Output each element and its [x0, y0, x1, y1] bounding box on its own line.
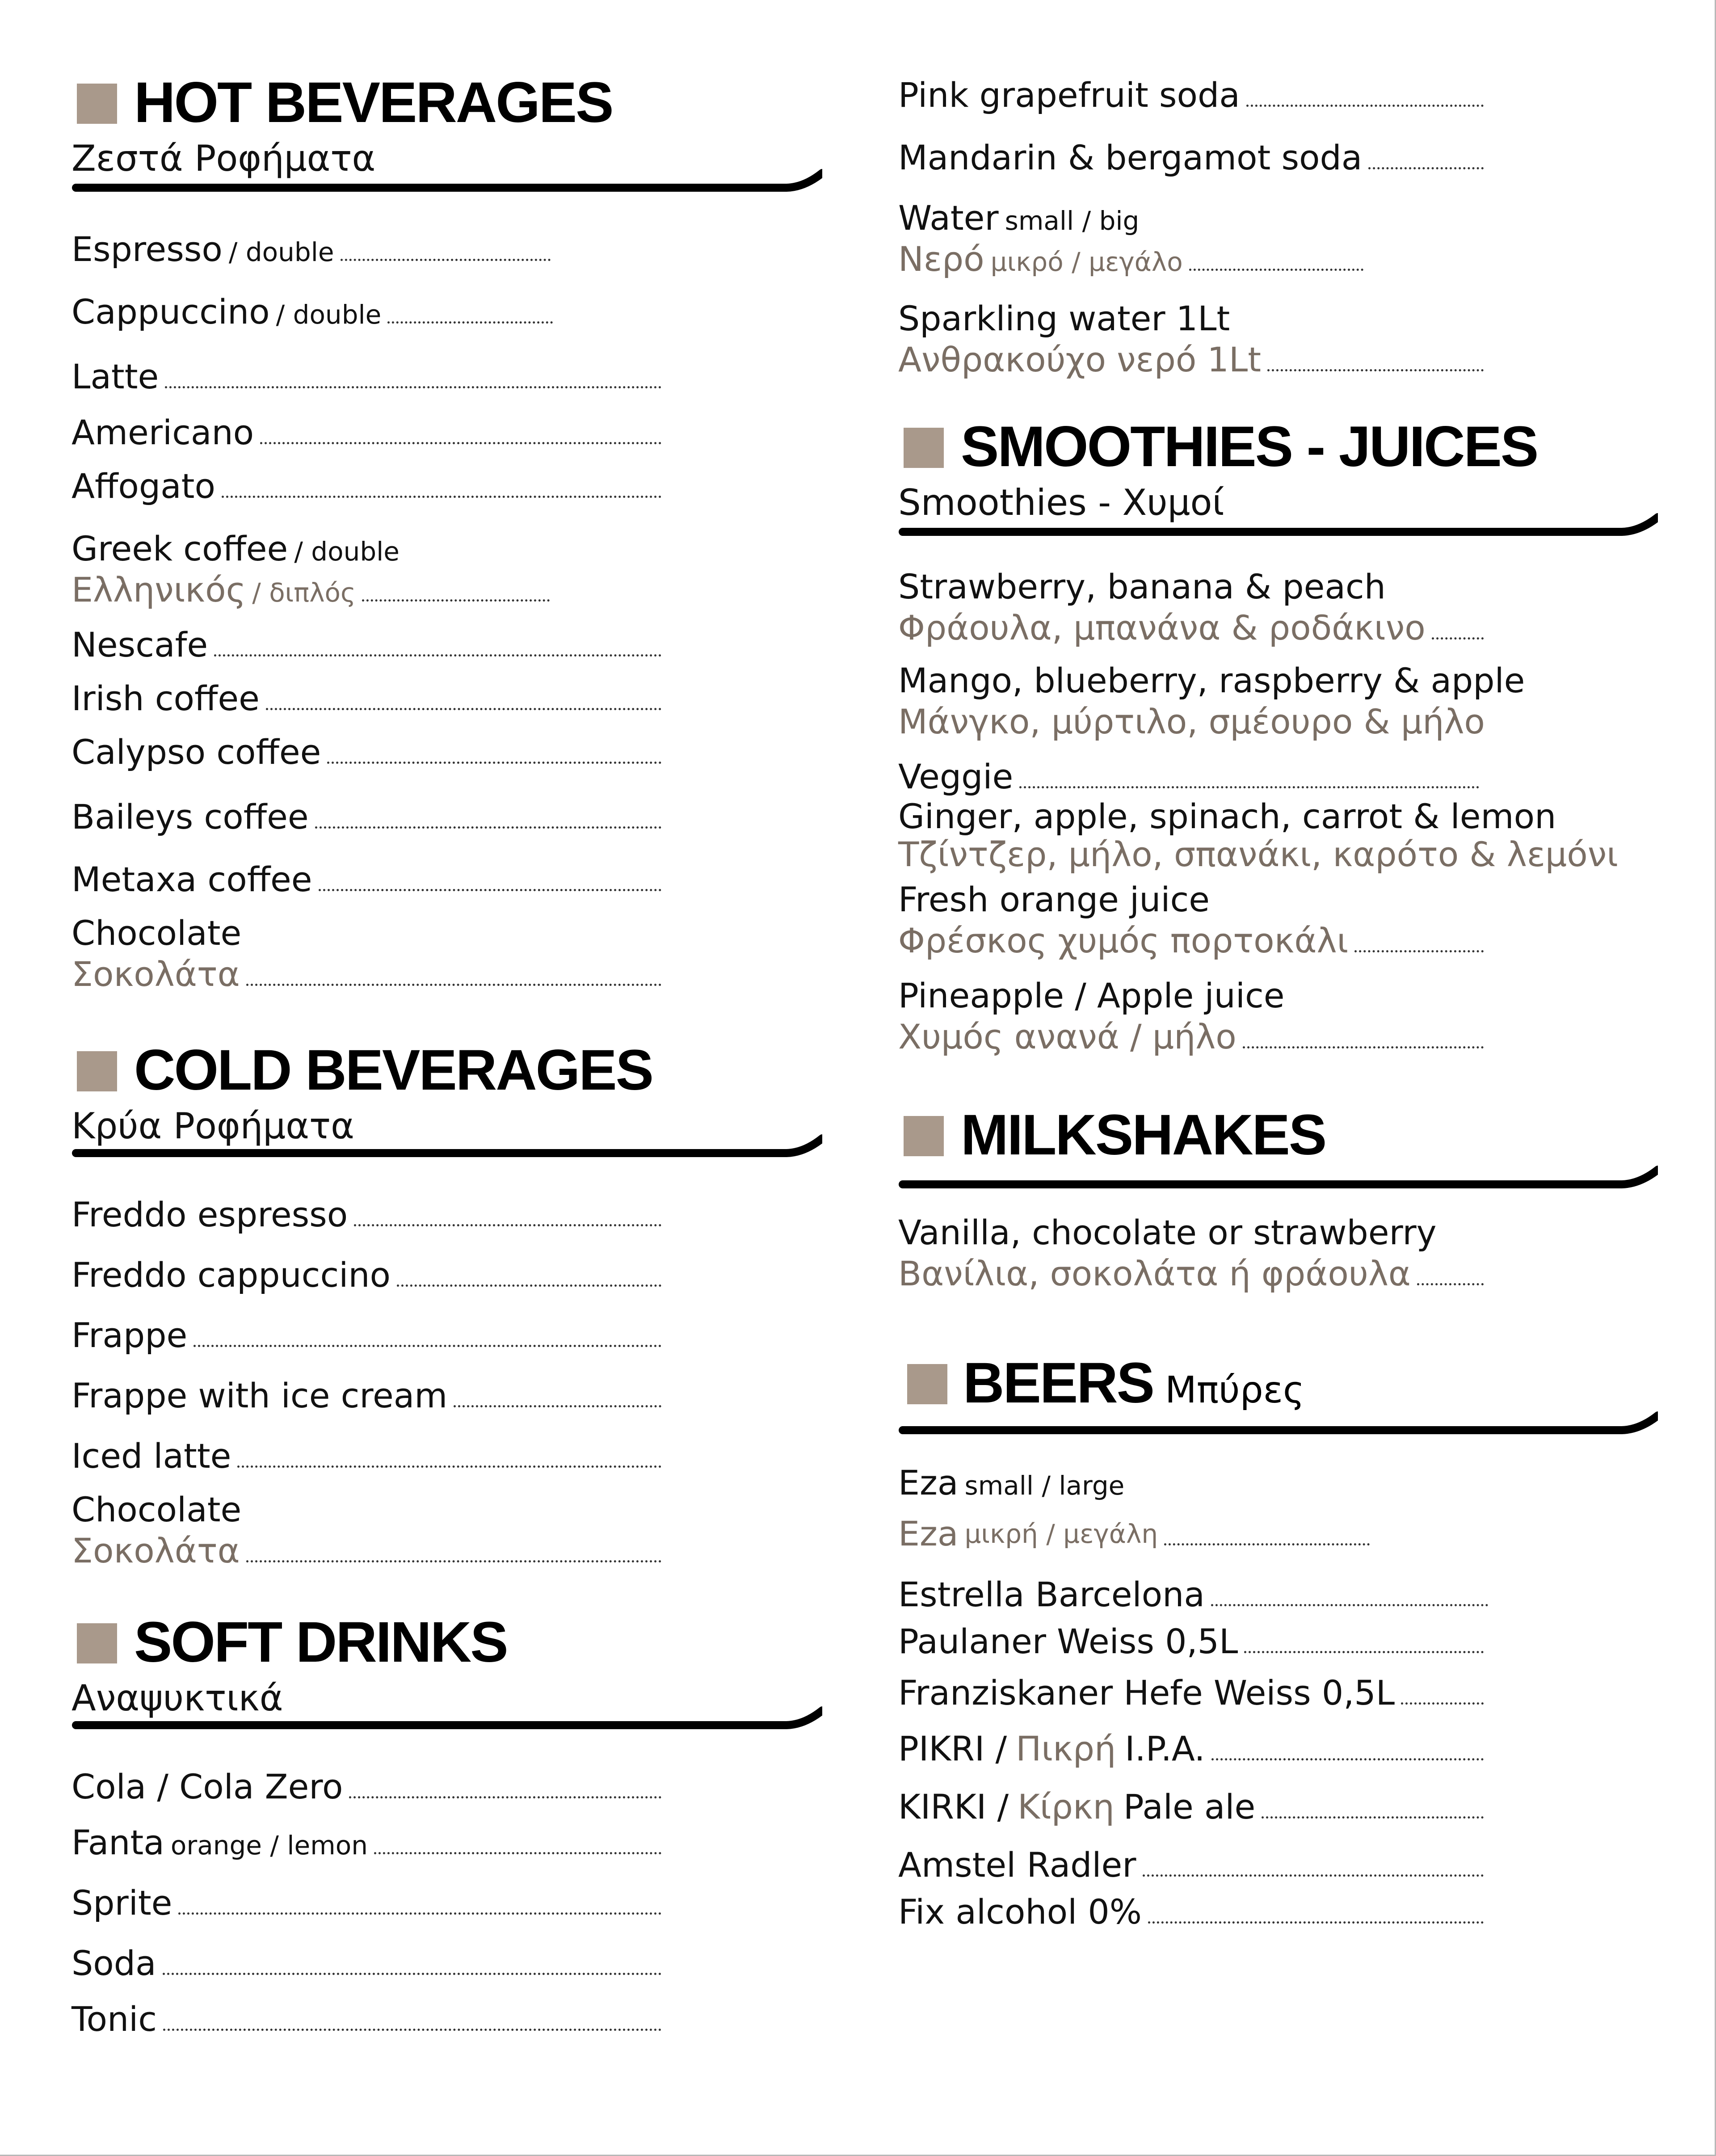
section-header	[72, 1610, 822, 1674]
section-header	[72, 71, 822, 135]
menu-item-sparkling-water: Sparkling water 1Lt Ανθρακούχο νερό 1Lt	[898, 297, 1484, 379]
section-cold-beverages	[72, 1038, 822, 1571]
menu-item-amstel: Amstel Radler	[898, 1844, 1484, 1886]
beers-inline-subtitle: Μπύρες	[1165, 1369, 1305, 1411]
menu-item-strawberry-smoothie: Strawberry, banana & peach Φράουλα, μπανάνα & ροδάκινο	[898, 565, 1484, 648]
menu-item-iced-latte: Iced latte	[72, 1435, 661, 1478]
section-title: MILKSHAKES	[961, 1103, 1326, 1167]
section-rule	[898, 1410, 1658, 1437]
menu-item-estrella: Estrella Barcelona	[898, 1573, 1488, 1616]
section-rule	[898, 512, 1658, 539]
menu-item-calypso-coffee: Calypso coffee	[72, 731, 661, 774]
menu-item-affogato: Affogato	[72, 465, 661, 508]
menu-item-frappe-ice-cream: Frappe with ice cream	[72, 1374, 661, 1417]
menu-item-fanta: Fanta orange / lemon	[72, 1821, 661, 1864]
section-smoothies-juices	[898, 415, 1658, 1066]
section-rule	[72, 168, 822, 194]
menu-item-espresso: Espresso / double	[72, 228, 822, 271]
section-square-icon	[77, 1051, 117, 1091]
section-rule	[898, 1164, 1658, 1191]
menu-item-fix: Fix alcohol 0%	[898, 1891, 1484, 1933]
menu-item-irish-coffee: Irish coffee	[72, 677, 661, 720]
menu-item-metaxa-coffee: Metaxa coffee	[72, 858, 661, 901]
menu-item-paulaner: Paulaner Weiss 0,5L	[898, 1620, 1484, 1663]
menu-item-water: Water small / big Νερό μικρό / μεγάλο	[898, 197, 1658, 279]
section-header	[72, 1038, 822, 1102]
menu-item-americano: Americano	[72, 411, 661, 454]
menu-item-cola: Cola / Cola Zero	[72, 1765, 661, 1808]
section-header	[898, 415, 1658, 479]
section-rule	[72, 1133, 822, 1160]
section-square-icon	[907, 1364, 947, 1404]
menu-item-freddo-cappuccino: Freddo cappuccino	[72, 1254, 661, 1297]
section-soft-drinks	[72, 1610, 822, 2039]
section-subtitle: Smoothies - Χυμοί	[898, 482, 1224, 523]
menu-item-eza: Eza small / large Eza μικρή / μεγάλη	[898, 1461, 1658, 1554]
section-title: COLD BEVERAGES	[134, 1038, 652, 1102]
menu-item-chocolate: Chocolate Σοκολάτα	[72, 912, 661, 994]
menu-item-frappe: Frappe	[72, 1314, 661, 1357]
menu-item-kirki: KIRKI / Κίρκη Pale ale	[898, 1785, 1484, 1828]
section-header	[898, 1351, 1658, 1415]
menu-item-pink-grapefruit-soda: Pink grapefruit soda	[898, 74, 1484, 117]
menu-item-veggie: Veggie Ginger, apple, spinach, carrot & lemon Τζίντζερ, μήλο, σπανάκι, καρότο & λεμόνι	[898, 757, 1618, 874]
menu-item-nescafe: Nescafe	[72, 623, 661, 666]
menu-item-greek-coffee: Greek coffee / double Ελληνικός / διπλός	[72, 527, 822, 610]
menu-item-freddo-espresso: Freddo espresso	[72, 1193, 661, 1236]
menu-item-orange-juice: Fresh orange juice Φρέσκος χυμός πορτοκάλι	[898, 878, 1484, 960]
menu-item-tonic: Tonic	[72, 1998, 661, 2041]
menu-item-latte: Latte	[72, 355, 661, 398]
section-subtitle: Ζεστά Ροφήματα	[72, 138, 376, 179]
menu-item-milkshake: Vanilla, chocolate or strawberry Βανίλια, σοκολάτα ή φράουλα	[898, 1211, 1484, 1293]
menu-item-mango-smoothie: Mango, blueberry, raspberry & apple Μάνγκο, μύρτιλο, σμέουρο & μήλο	[898, 661, 1525, 741]
menu-item-soda: Soda	[72, 1942, 661, 1985]
section-subtitle: Αναψυκτικά	[72, 1677, 283, 1719]
section-square-icon	[77, 1623, 117, 1663]
menu-item-franziskaner: Franziskaner Hefe Weiss 0,5L	[898, 1672, 1484, 1714]
section-title: HOT BEVERAGES	[134, 71, 613, 135]
menu-item-sprite: Sprite	[72, 1882, 661, 1924]
section-title: SMOOTHIES - JUICES	[961, 415, 1538, 479]
section-hot-beverages	[72, 71, 822, 994]
section-subtitle: Κρύα Ροφήματα	[72, 1105, 354, 1147]
section-header	[898, 1103, 1658, 1167]
menu-item-pikri: PIKRI / Πικρή I.P.A.	[898, 1727, 1484, 1770]
section-square-icon	[904, 428, 944, 468]
section-title: SOFT DRINKS	[134, 1610, 507, 1674]
menu-item-mandarin-soda: Mandarin & bergamot soda	[898, 136, 1484, 179]
section-rule	[72, 1705, 822, 1732]
beers-title-text: BEERS	[963, 1351, 1153, 1415]
section-milkshakes	[898, 1103, 1658, 1303]
section-beers	[898, 1351, 1658, 1980]
section-square-icon	[904, 1116, 944, 1156]
menu-item-cold-chocolate: Chocolate Σοκολάτα	[72, 1488, 661, 1571]
menu-item-pineapple-juice: Pineapple / Apple juice Χυμός ανανά / μήλο	[898, 974, 1484, 1057]
section-square-icon	[77, 84, 117, 124]
menu-item-baileys-coffee: Baileys coffee	[72, 796, 661, 838]
menu-item-cappuccino: Cappuccino / double	[72, 291, 822, 333]
